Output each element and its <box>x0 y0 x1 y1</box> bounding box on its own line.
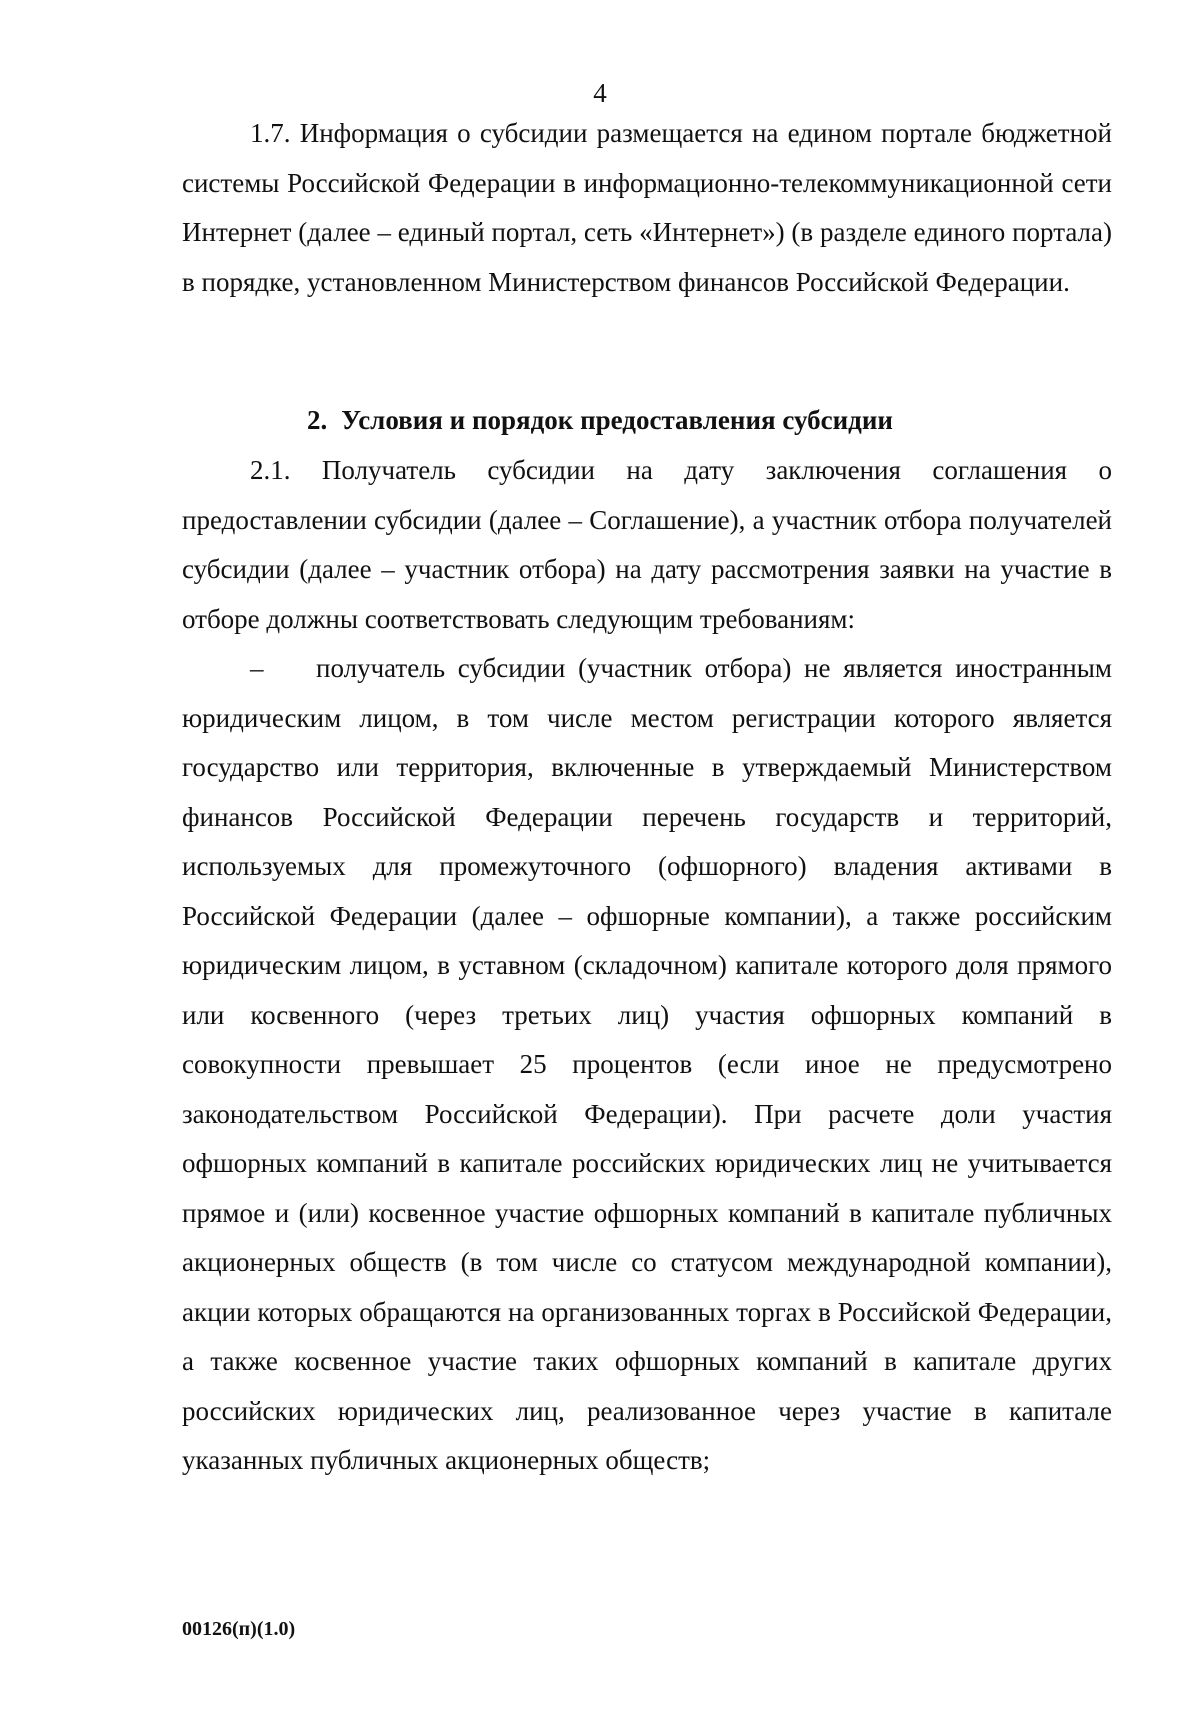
bullet-item <box>182 644 1112 1486</box>
paragraph-1-7: 1.7. Информация о субсидии размещается на едином портале бюджетной системы Российской Федерации в информационно-телекоммуникационной сети Интернет (далее – единый портал, сеть «Интернет») (в разделе единого портала) в порядке, установленном Министерством финансов Российской Федерации. <box>182 118 1112 297</box>
bullet-text: получатель субсидии (участник отбора) не является иностранным юридическим лицом, в том числе местом регистрации которого является государство или территория, включенные в утверждаемый Министерством финансов Российской Федерации перечень государств и территорий, используемых для промежуточного (офшорного) владения активами в Российской Федерации (далее – офшорные компании), а также российским юридическим лицом, в уставном (складочном) капитале которого доля прямого или косвенного (через третьих лиц) участия офшорных компаний в совокупности превышает 25 процентов (если иное не предусмотрено законодательством Российской Федерации). При расчете доли участия офшорных компаний в капитале российских юридических лиц не учитывается прямое и (или) косвенное участие офшорных компаний в капитале публичных акционерных обществ (в том числе со статусом международной компании), акции которых обращаются на организованных торгах в Российской Федерации, а также косвенное участие таких офшорных компаний в капитале других российских юридических лиц, реализованное через участие в капитале указанных публичных акционерных обществ; <box>182 653 1112 1475</box>
section-number: 2. <box>307 405 328 435</box>
section-title: Условия и порядок предоставления субсидии <box>341 405 893 435</box>
paragraph-2-1: 2.1. Получатель субсидии на дату заключения соглашения о предоставлении субсидии (далее – Соглашение), а участник отбора получателей субсидии (далее – участник отбора) на дату рассмотрения заявки на участие в отборе должны соответствовать следующим требованиям: <box>182 455 1112 634</box>
footer-form-code: 00126(п)(1.0) <box>182 1618 296 1640</box>
page-number: 4 <box>593 78 607 108</box>
paragraph-1-7-block <box>182 109 1112 307</box>
section-heading <box>0 400 1200 440</box>
section-body <box>182 446 1112 1486</box>
dash-marker: – <box>250 653 264 683</box>
